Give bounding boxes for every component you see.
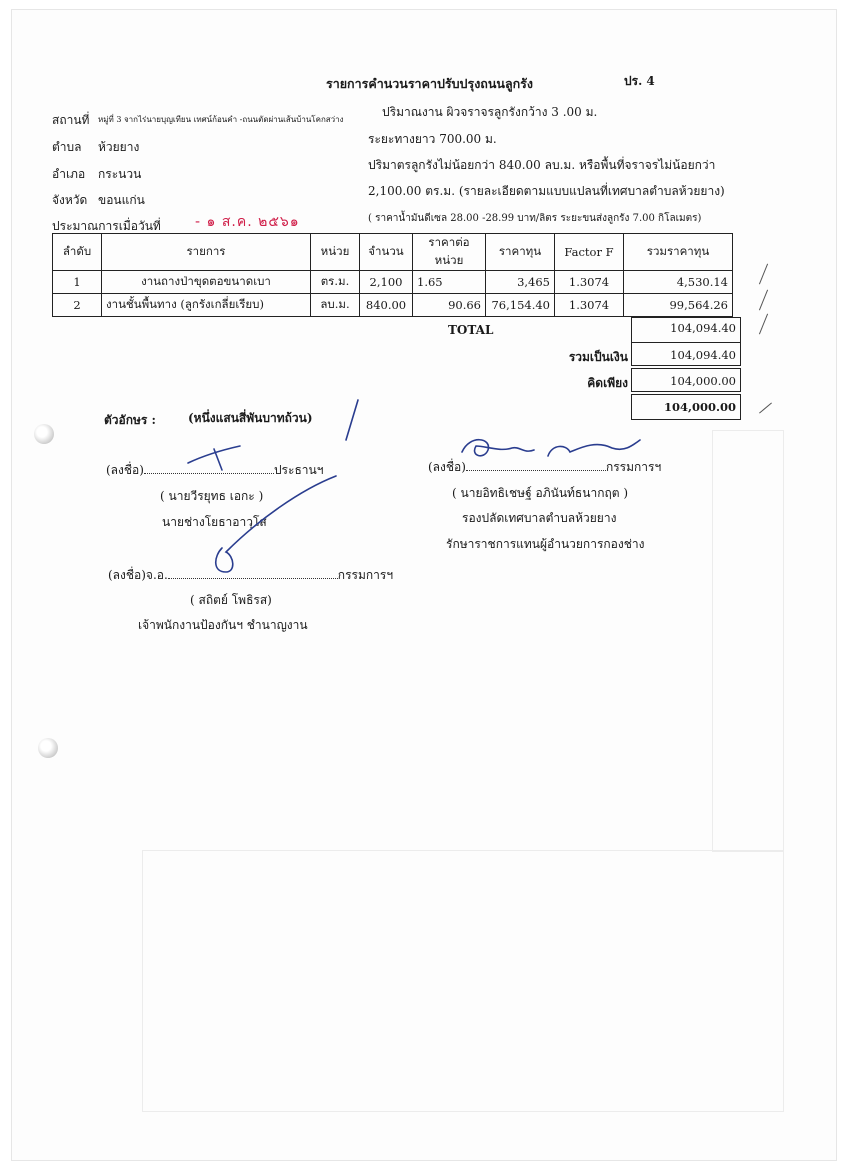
spec-length: ระยะทางยาว 700.00 ม. <box>368 132 497 146</box>
row-cost: 76,154.40 <box>486 294 555 317</box>
row-unit: ลบ.ม. <box>311 294 360 317</box>
total-value: 104,094.40 <box>631 317 741 343</box>
spec-fuel-note: ( ราคาน้ำมันดีเซล 28.00 -28.99 บาท/ลิตร ระยะขนส่งลูกรัง 7.00 กิโลเมตร) <box>368 213 702 224</box>
spec-area: 2,100.00 ตร.ม. (รายละเอียดตามแบบแปลนที่เทศบาลตำบลห้วยยาง) <box>368 184 725 198</box>
subdistrict-value: ห้วยยาง <box>98 140 140 154</box>
spec-laterite-volume: ปริมาตรลูกรังไม่น้อยกว่า 840.00 ลบ.ม. หรือพื้นที่จราจรไม่น้อยกว่า <box>368 158 716 172</box>
row-unit-price: 90.66 <box>413 294 486 317</box>
row-unit: ตร.ม. <box>311 271 360 294</box>
signature-left2-position: เจ้าพนักงานป้องกันฯ ชำนาญงาน <box>138 618 308 632</box>
signature-right-line <box>428 458 661 477</box>
signature-right-name: ( นายอิทธิเชษฐ์ อภินันท์ธนากฤต ) <box>452 486 629 500</box>
row-factor: 1.3074 <box>555 294 624 317</box>
punch-hole-top <box>34 424 54 444</box>
estimate-date-stamp: - ๑ ส.ค. ๒๕๖๑ <box>195 214 300 230</box>
spec-work-volume: ปริมาณงาน ผิวจราจรลูกรังกว้าง 3 .00 ม. <box>382 105 598 119</box>
province-value: ขอนแก่น <box>98 193 145 207</box>
row-no: 2 <box>53 294 102 317</box>
location-label: สถานที่ <box>52 113 90 127</box>
row-item: งานชั้นพื้นทาง (ลูกรังเกลี่ยเรียบ) <box>102 294 311 317</box>
total-label: TOTAL <box>448 323 494 337</box>
estimate-date-label: ประมาณการเมื่อวันที่ <box>52 219 161 233</box>
signature-right-role: กรรมการฯ <box>605 460 662 474</box>
signature-right-prefix: (ลงชื่อ) <box>428 460 466 474</box>
final-value: 104,000.00 <box>631 394 741 420</box>
province-label: จังหวัด <box>52 193 88 207</box>
punch-hole-bottom <box>38 738 58 758</box>
row-no: 1 <box>53 271 102 294</box>
row-total: 99,564.26 <box>624 294 733 317</box>
header-factor: Factor F <box>555 234 624 271</box>
sum-label: รวมเป็นเงิน <box>568 350 628 364</box>
document-title: รายการคำนวนราคาปรับปรุงถนนลูกรัง <box>326 76 534 91</box>
header-total-cost: รวมราคาทุน <box>624 234 733 271</box>
signature-left1-position: นายช่างโยธาอาวุโส <box>162 515 267 529</box>
signature-left1-line <box>106 461 323 480</box>
location-value: หมู่ที่ 3 จากไร่นายบุญเทียน เทศน์ก้อนคำ -ถนนตัดผ่านเส้นบ้านโคกสว่าง <box>98 115 344 124</box>
table-header-row <box>53 234 733 271</box>
header-no: ลำดับ <box>53 234 102 271</box>
signature-left1-prefix: (ลงชื่อ) <box>106 463 144 477</box>
signature-left2-name: ( สถิตย์ โพธิรส) <box>190 593 272 607</box>
row-item: งานถางป่าขุดตอขนาดเบา <box>102 271 311 294</box>
ghost-column <box>712 430 784 852</box>
cost-table <box>52 233 733 317</box>
header-quantity: จำนวน <box>360 234 413 271</box>
row-unit-price: 1.65 <box>413 271 486 294</box>
rounded-value: 104,000.00 <box>631 368 741 392</box>
row-total: 4,530.14 <box>624 271 733 294</box>
header-unit-price: ราคาต่อหน่วย <box>413 234 486 271</box>
row-quantity: 2,100 <box>360 271 413 294</box>
signature-left1-name: ( นายวีรยุทธ เอกะ ) <box>160 489 264 503</box>
header-unit: หน่วย <box>311 234 360 271</box>
table-row <box>53 294 733 317</box>
row-quantity: 840.00 <box>360 294 413 317</box>
signature-left2-role: กรรมการฯ <box>337 568 394 582</box>
district-label: อำเภอ <box>52 167 86 181</box>
subdistrict-label: ตำบล <box>52 140 82 154</box>
header-cost: ราคาทุน <box>486 234 555 271</box>
header-item: รายการ <box>102 234 311 271</box>
in-words-label: ตัวอักษร : <box>104 413 156 427</box>
signature-left2-prefix: (ลงชื่อ)จ.อ. <box>108 568 168 582</box>
table-row <box>53 271 733 294</box>
sum-value: 104,094.40 <box>631 342 741 366</box>
form-code: ปร. 4 <box>624 74 655 88</box>
rounded-label: คิดเพียง <box>587 376 628 390</box>
row-cost: 3,465 <box>486 271 555 294</box>
signature-left1-role: ประธานฯ <box>273 463 324 477</box>
district-value: กระนวน <box>98 167 142 181</box>
ghost-frame <box>142 850 784 1112</box>
signature-right-position2: รักษาราชการแทนผู้อำนวยการกองช่าง <box>446 537 645 551</box>
row-factor: 1.3074 <box>555 271 624 294</box>
signature-right-position1: รองปลัดเทศบาลตำบลห้วยยาง <box>462 511 617 525</box>
signature-left2-line <box>108 566 393 585</box>
in-words-value: (หนึ่งแสนสี่พันบาทถ้วน) <box>188 411 313 425</box>
